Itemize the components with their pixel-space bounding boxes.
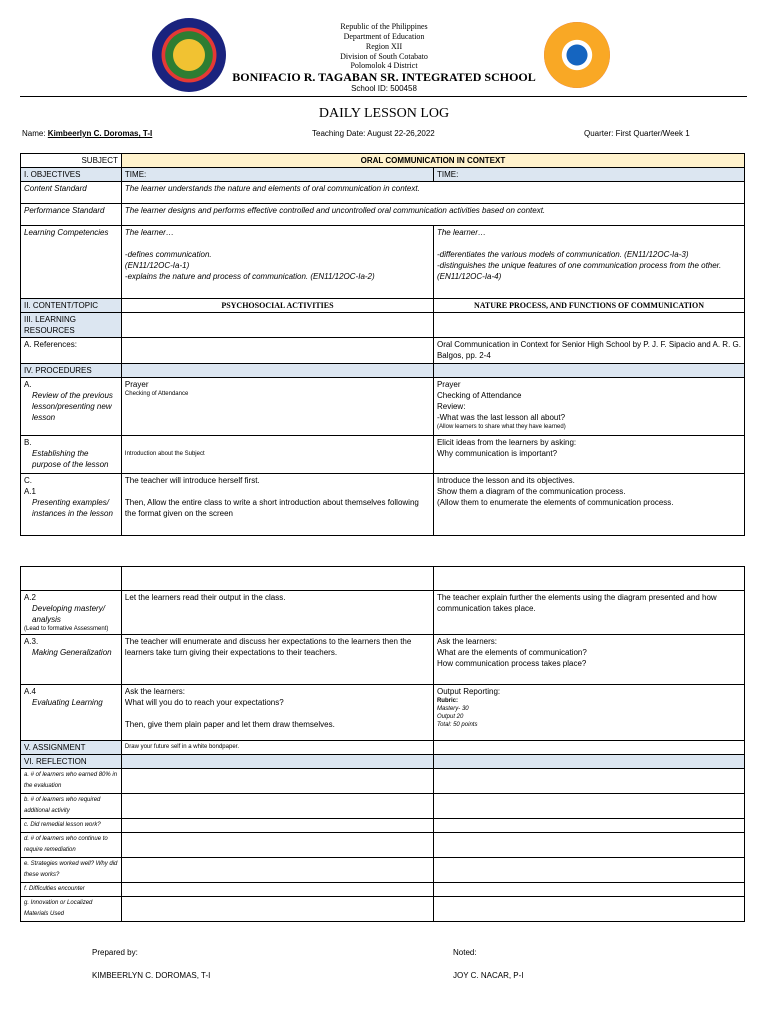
assignment-label: V. ASSIGNMENT	[21, 741, 122, 755]
header-line: Region XII	[365, 42, 403, 51]
procedure-a2-right: The teacher explain further the elements using the diagram presented and how communication takes place.	[433, 591, 744, 635]
header-line: Republic of the Philippines	[340, 22, 428, 31]
procedure-a3-right: Ask the learners: What are the elements of communication? How communication process takes place?	[433, 635, 744, 685]
procedure-a-left: Prayer Checking of Attendance	[121, 378, 433, 436]
prepared-by-name: KIMBEERLYN C. DOROMAS, T-I	[92, 971, 211, 980]
procedure-a: A. Review of the previous lesson/presenting new lesson	[21, 378, 122, 436]
reflection-item: b. # of learners who required additional activity	[21, 794, 122, 819]
header-line: Division of South Cotabato	[340, 52, 428, 61]
procedure-b-left: Introduction about the Subject	[121, 436, 433, 474]
procedure-a3-left: The teacher will enumerate and discuss her expectations to the learners then the learners take turn giving their expectations to their teachers.	[121, 635, 433, 685]
procedure-a4-left: Ask the learners: What will you do to reach your expectations? Then, give them plain paper and let them draw themselves.	[121, 685, 433, 741]
header-divider	[20, 96, 747, 97]
competencies-right: The learner… -differentiates the various models of communication. (EN11/12OC-Ia-3) -distinguishes the unique features of one communication process from the other. (EN11/12OC-Ia-4)	[433, 226, 744, 299]
reflection-item: g. Innovation or Localized Materials Used	[21, 897, 122, 922]
procedure-c-right: Introduce the lesson and its objectives. Show them a diagram of the communication process. (Allow them to enumerate the elements of communication process.	[433, 474, 744, 536]
page-title: DAILY LESSON LOG	[318, 106, 450, 121]
reflection-item: a. # of learners who earned 80% in the evaluation	[21, 769, 122, 794]
content-topic-label: II. CONTENT/TOPIC	[21, 299, 122, 313]
teaching-date: Teaching Date: August 22-26,2022	[312, 129, 435, 138]
school-id: School ID: 500458	[351, 84, 417, 93]
reflection-item: e. Strategies worked well? Why did these works?	[21, 858, 122, 883]
resources-label: III. LEARNING RESOURCES	[21, 313, 122, 338]
performance-standard-text: The learner designs and performs effective controlled and uncontrolled oral communication activities based on context.	[121, 204, 744, 226]
procedure-b: B. Establishing the purpose of the lesson	[21, 436, 122, 474]
procedure-a4-right: Output Reporting: Rubric: Mastery- 30 Output 20 Total: 50 points	[433, 685, 744, 741]
topic-left: PSYCHOSOCIAL ACTIVITIES	[121, 299, 433, 313]
procedure-b-right: Elicit ideas from the learners by asking: Why communication is important?	[433, 436, 744, 474]
procedure-c-left: The teacher will introduce herself first. Then, Allow the entire class to write a short introduction about themselves following the format given on the screen	[121, 474, 433, 536]
prepared-by-label: Prepared by:	[92, 948, 138, 957]
header-line: Polomolok 4 District	[350, 61, 418, 70]
references-text: Oral Communication in Context for Senior High School by P. J. F. Sipacio and A. R. G. Balgos, pp. 2-4	[433, 338, 744, 364]
header-line: Department of Education	[343, 32, 425, 41]
school-name: BONIFACIO R. TAGABAN SR. INTEGRATED SCHOOL	[232, 70, 536, 84]
competencies-left: The learner… -defines communication. (EN11/12OC-Ia-1) -explains the nature and process of communication. (EN11/12OC-Ia-2)	[121, 226, 433, 299]
subject-value: ORAL COMMUNICATION IN CONTEXT	[121, 154, 744, 168]
procedure-a3: A.3. Making Generalization	[21, 635, 122, 685]
time-left: TIME:	[121, 168, 433, 182]
topic-right: NATURE PROCESS, AND FUNCTIONS OF COMMUNICATION	[433, 299, 744, 313]
lesson-table-1	[20, 153, 745, 536]
objectives-label: I. OBJECTIVES	[21, 168, 122, 182]
competencies-label: Learning Competencies	[21, 226, 122, 299]
quarter: Quarter: First Quarter/Week 1	[584, 129, 690, 138]
reflection-label: VI. REFLECTION	[21, 755, 122, 769]
procedure-a-right: Prayer Checking of Attendance Review: -What was the last lesson all about? (Allow learners to share what they have learned)	[433, 378, 744, 436]
time-right: TIME:	[433, 168, 744, 182]
performance-standard-label: Performance Standard	[21, 204, 122, 226]
subject-label: SUBJECT	[21, 154, 122, 168]
noted-label: Noted:	[453, 948, 477, 957]
reflection-item: f. Difficulties encounter	[21, 883, 122, 897]
procedure-a2: A.2 Developing mastery/ analysis (Lead to formative Assessment)	[21, 591, 122, 635]
reflection-item: c. Did remedial lesson work?	[21, 819, 122, 833]
reflection-item: d. # of learners who continue to require remediation	[21, 833, 122, 858]
references-label: A. References:	[21, 338, 122, 364]
procedure-c: C. A.1 Presenting examples/ instances in the lesson	[21, 474, 122, 536]
lesson-table-2	[20, 566, 745, 922]
teacher-name: Name: Kimbeerlyn C. Doromas, T-I	[22, 129, 153, 138]
procedure-a4: A.4 Evaluating Learning	[21, 685, 122, 741]
content-standard-text: The learner understands the nature and elements of oral communication in context.	[121, 182, 744, 204]
content-standard-label: Content Standard	[21, 182, 122, 204]
noted-name: JOY C. NACAR, P-I	[453, 971, 524, 980]
assignment-text: Draw your future self in a white bondpaper.	[121, 741, 433, 755]
procedure-a2-left: Let the learners read their output in the class.	[121, 591, 433, 635]
procedures-label: IV. PROCEDURES	[21, 364, 122, 378]
